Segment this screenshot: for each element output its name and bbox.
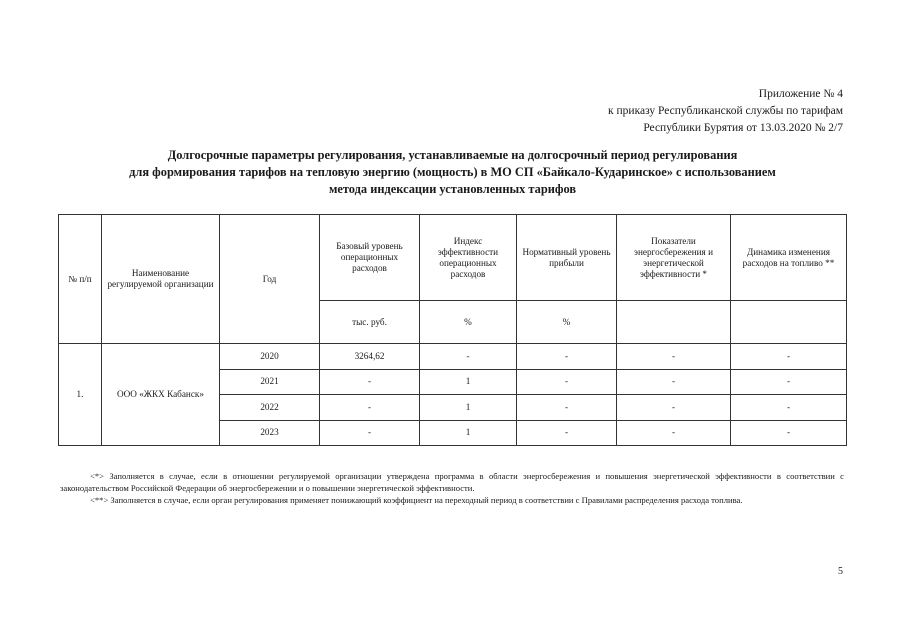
table-row (59, 344, 847, 370)
cell-year: 2022 (220, 395, 320, 421)
cell-fuel: - (731, 420, 847, 446)
header-year: Год (220, 215, 320, 344)
appendix-line-1: Приложение № 4 (758, 88, 843, 100)
header-fuel: Динамика изменения расходов на топливо ** (731, 215, 847, 301)
unit-fuel (731, 301, 847, 344)
cell-index: 1 (420, 395, 517, 421)
header-energy: Показатели энергосбережения и энергетической эффективности * (617, 215, 731, 301)
cell-base: - (320, 420, 420, 446)
cell-index: - (420, 344, 517, 370)
cell-energy: - (617, 395, 731, 421)
cell-index: 1 (420, 369, 517, 395)
cell-energy: - (617, 344, 731, 370)
document-title (40, 147, 865, 198)
cell-year: 2023 (220, 420, 320, 446)
unit-index: % (420, 301, 517, 344)
cell-profit: - (517, 344, 617, 370)
footnotes (60, 470, 844, 506)
header-index: Индекс эффективности операционных расходов (420, 215, 517, 301)
cell-fuel: - (731, 395, 847, 421)
cell-base: - (320, 395, 420, 421)
cell-index: 1 (420, 420, 517, 446)
appendix-header (608, 86, 843, 137)
title-line-1: Долгосрочные параметры регулирования, устанавливаемые на долгосрочный период регулирования (167, 148, 738, 162)
row-num: 1. (59, 344, 102, 446)
title-line-3: метода индексации установленных тарифов (328, 182, 577, 196)
cell-profit: - (517, 420, 617, 446)
unit-profit: % (517, 301, 617, 344)
header-num: № п/п (59, 215, 102, 344)
cell-year: 2020 (220, 344, 320, 370)
row-org: ООО «ЖКХ Кабанск» (102, 344, 220, 446)
header-profit: Нормативный уровень прибыли (517, 215, 617, 301)
header-row (59, 215, 847, 301)
cell-base: 3264,62 (320, 344, 420, 370)
unit-base: тыс. руб. (320, 301, 420, 344)
cell-fuel: - (731, 369, 847, 395)
unit-energy (617, 301, 731, 344)
title-line-2: для формирования тарифов на тепловую энергию (мощность) в МО СП «Байкало-Кударинское» с использованием (129, 165, 776, 179)
cell-year: 2021 (220, 369, 320, 395)
appendix-line-2: к приказу Республиканской службы по тарифам (608, 105, 843, 117)
appendix-line-3: Республики Бурятия от 13.03.2020 № 2/7 (643, 122, 843, 134)
header-base: Базовый уровень операционных расходов (320, 215, 420, 301)
page-number: 5 (838, 566, 843, 577)
cell-energy: - (617, 420, 731, 446)
footnote-1: <*> Заполняется в случае, если в отношении регулируемой организации утверждена программа в области энергосбережения и повышения энергетической эффективности в соответствии с законодательством Российской Федерации об энергосбережении и о повышении энергетической эффективности. (60, 471, 844, 493)
cell-base: - (320, 369, 420, 395)
cell-profit: - (517, 369, 617, 395)
cell-fuel: - (731, 344, 847, 370)
cell-profit: - (517, 395, 617, 421)
parameters-table (58, 214, 847, 446)
header-org: Наименование регулируемой организации (102, 215, 220, 344)
footnote-2: <**> Заполняется в случае, если орган регулирования применяет понижающий коэффициент на переходный период в соответствии с Правилами распределения расхода топлива. (90, 495, 743, 505)
cell-energy: - (617, 369, 731, 395)
